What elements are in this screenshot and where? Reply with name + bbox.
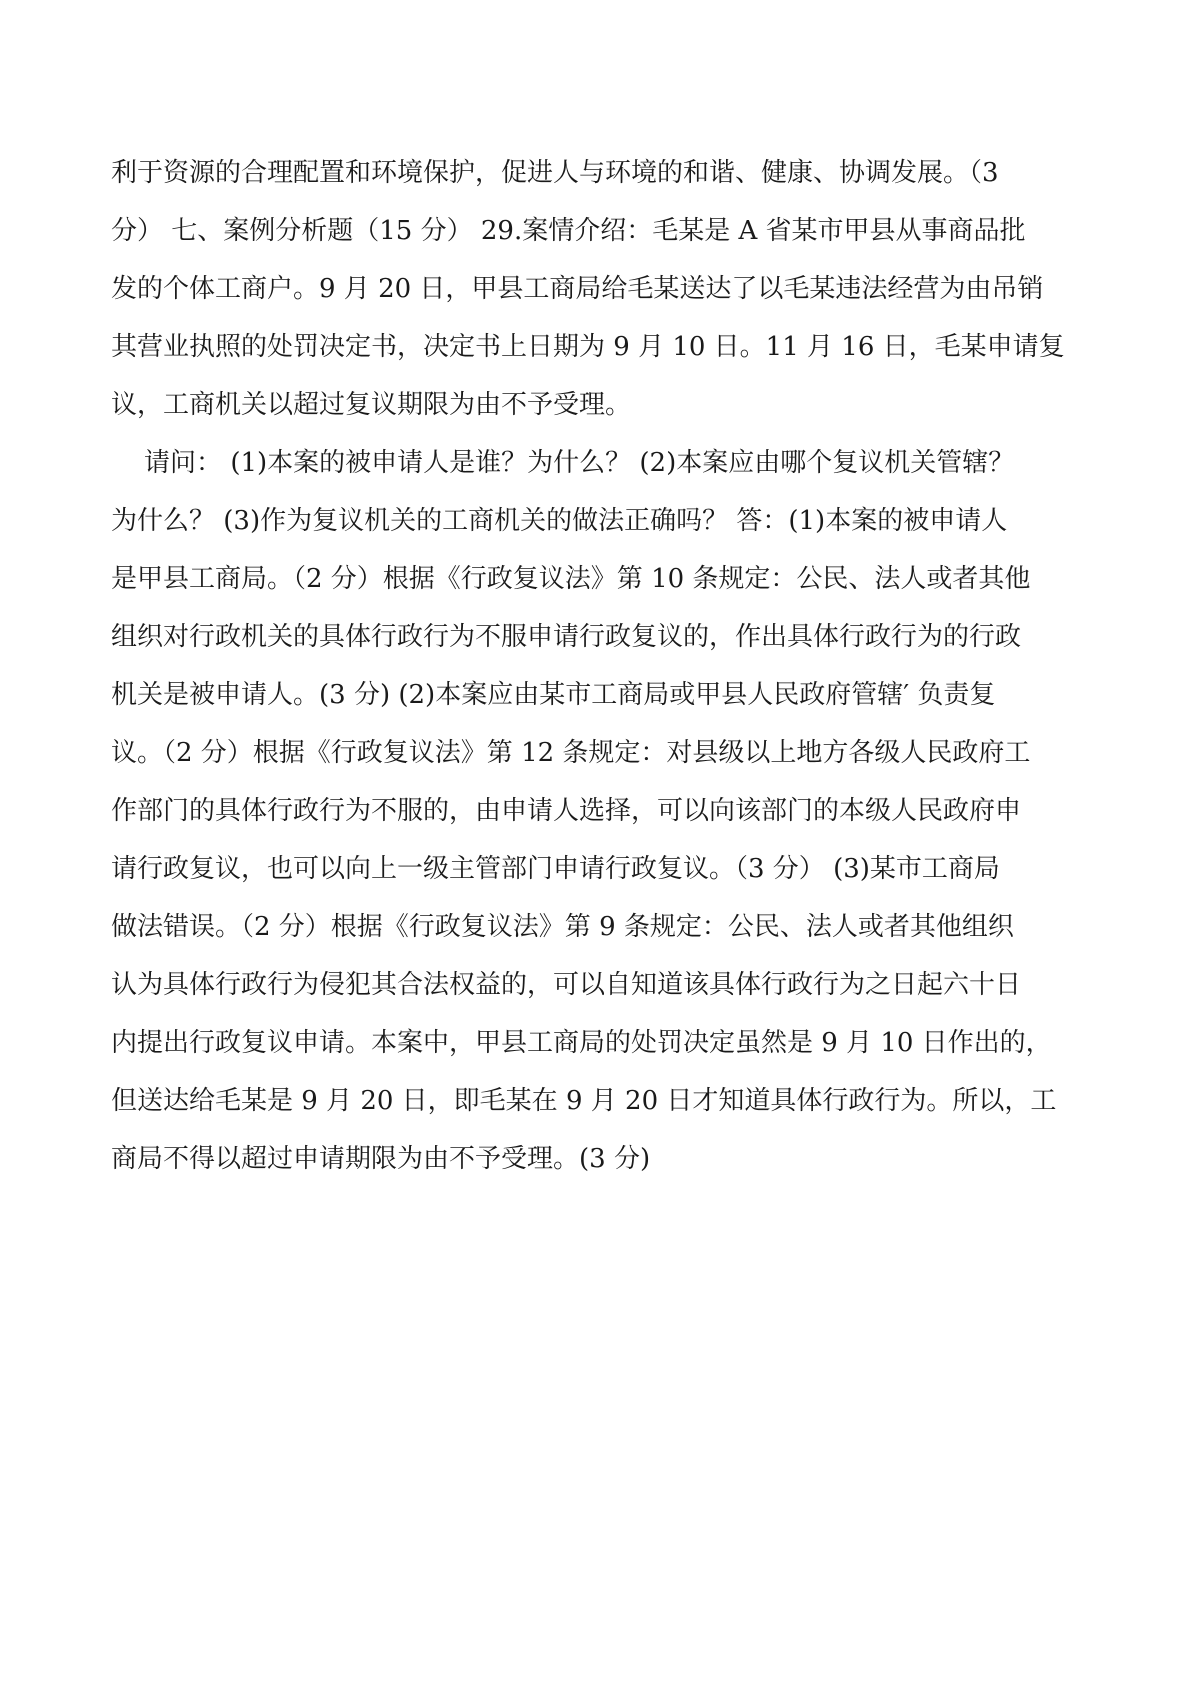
text-line: 请问： (1)本案的被申请人是谁？为什么？ (2)本案应由哪个复议机关管辖？: [111, 448, 1015, 478]
text-line: 请行政复议，也可以向上一级主管部门申请行政复议。（3 分） (3)某市工商局: [111, 854, 1000, 884]
document-body: [111, 144, 1083, 1188]
text-line: 是甲县工商局。（2 分）根据《行政复议法》第 10 条规定：公民、法人或者其他: [111, 564, 1031, 594]
text-line: 议，工商机关以超过复议期限为由不予受理。: [111, 390, 632, 420]
text-line: 发的个体工商户。9 月 20 日，甲县工商局给毛某送达了以毛某违法经营为由吊销: [111, 274, 1044, 304]
text-line: 内提出行政复议申请。本案中，甲县工商局的处罚决定虽然是 9 月 10 日作出的，: [111, 1028, 1052, 1058]
text-line: 做法错误。（2 分）根据《行政复议法》第 9 条规定：公民、法人或者其他组织: [111, 912, 1014, 942]
text-line: 为什么？ (3)作为复议机关的工商机关的做法正确吗？ 答：(1)本案的被申请人: [111, 506, 1008, 536]
text-line: 认为具体行政行为侵犯其合法权益的，可以自知道该具体行政行为之日起六十日: [111, 970, 1022, 1000]
text-line: 利于资源的合理配置和环境保护，促进人与环境的和谐、健康、协调发展。（3: [111, 158, 999, 188]
paragraph-case-intro: [111, 144, 1083, 434]
text-line: 分） 七、案例分析题（15 分） 29.案情介绍：毛某是 A 省某市甲县从事商品批: [111, 216, 1026, 246]
text-line: 其营业执照的处罚决定书，决定书上日期为 9 月 10 日。11 月 16 日，毛某申请复: [111, 332, 1065, 362]
text-line: 但送达给毛某是 9 月 20 日，即毛某在 9 月 20 日才知道具体行政行为。所以，工: [111, 1086, 1057, 1116]
text-line: 作部门的具体行政行为不服的，由申请人选择，可以向该部门的本级人民政府申: [111, 796, 1022, 826]
text-line: 组织对行政机关的具体行政行为不服申请行政复议的，作出具体行政行为的行政: [111, 622, 1022, 652]
paragraph-questions-answers: [111, 434, 1083, 1188]
text-line: 议。（2 分）根据《行政复议法》第 12 条规定：对县级以上地方各级人民政府工: [111, 738, 1031, 768]
text-line: 商局不得以超过申请期限为由不予受理。(3 分): [111, 1144, 651, 1174]
text-line: 机关是被申请人。(3 分) (2)本案应由某市工商局或甲县人民政府管辖′ 负责复: [111, 680, 996, 710]
